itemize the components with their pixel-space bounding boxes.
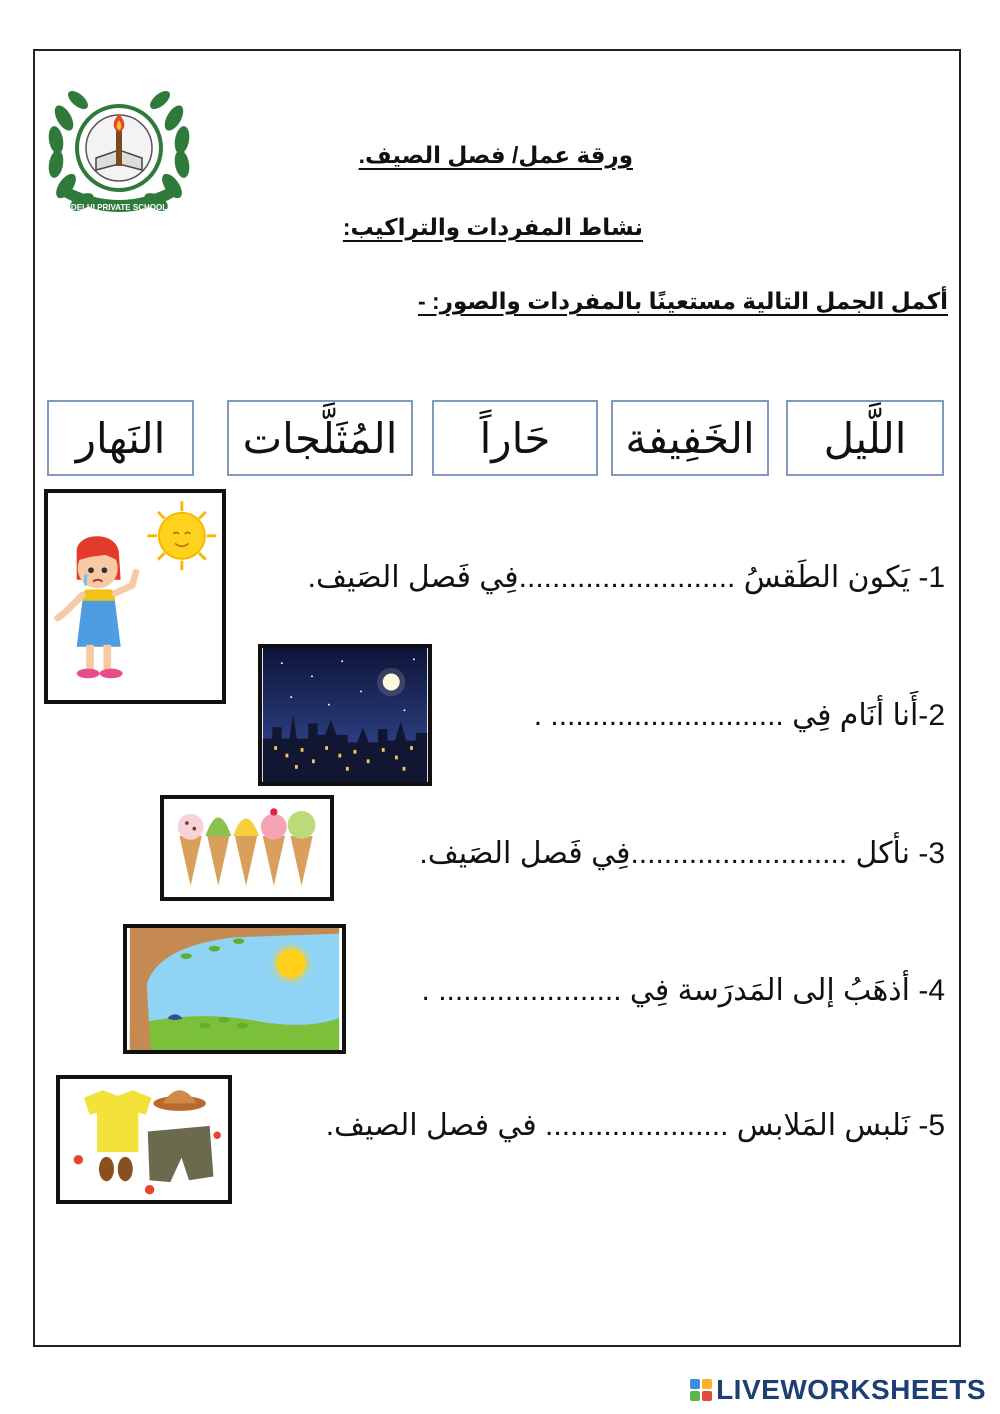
school-logo [44,78,194,228]
sentence-1: 1- يَكون الطَقسُ ..........................فِي فَصل الصَيف. [307,561,945,594]
brand-grid-icon [690,1379,712,1401]
activity-subtitle: نشاط المفردات والتراكيب: [342,214,643,240]
sentence-2: 2-أَنا أنَام فِي ............................ . [533,699,945,732]
sentence-3: 3- نأكل ..........................فِي فَصل الصَيف. [419,837,945,870]
night-city-image [258,644,432,786]
word-bank-item-icecream[interactable]: المُثَلَّجات [227,400,413,476]
summer-clothes-image [56,1075,232,1204]
word-bank-item-day[interactable]: النَهار [47,400,194,476]
word-bank-item-light[interactable]: الخَفِيفة [611,400,769,476]
word-bank-item-hot[interactable]: حَاراً [432,400,598,476]
ice-cream-cones-image [160,795,334,901]
liveworksheets-logo [690,1374,986,1406]
sentence-5: 5- نَلبس المَلابس ...................... في فصل الصيف. [325,1109,945,1142]
hot-girl-sun-image [44,489,226,704]
sunny-day-image [123,924,346,1054]
svg-text:DELHI PRIVATE SCHOOL: DELHI PRIVATE SCHOOL [70,203,168,212]
instruction-text: أكمل الجمل التالية مستعينًا بالمفردات والصور: - [418,288,948,314]
worksheet-title: ورقة عمل/ فصل الصيف. [358,142,633,168]
sentence-4: 4- أذهَبُ إلى المَدرَسة فِي ...................... . [421,974,945,1007]
word-bank-item-night[interactable]: اللَّيل [786,400,944,476]
brand-text: LIVEWORKSHEETS [716,1374,986,1405]
